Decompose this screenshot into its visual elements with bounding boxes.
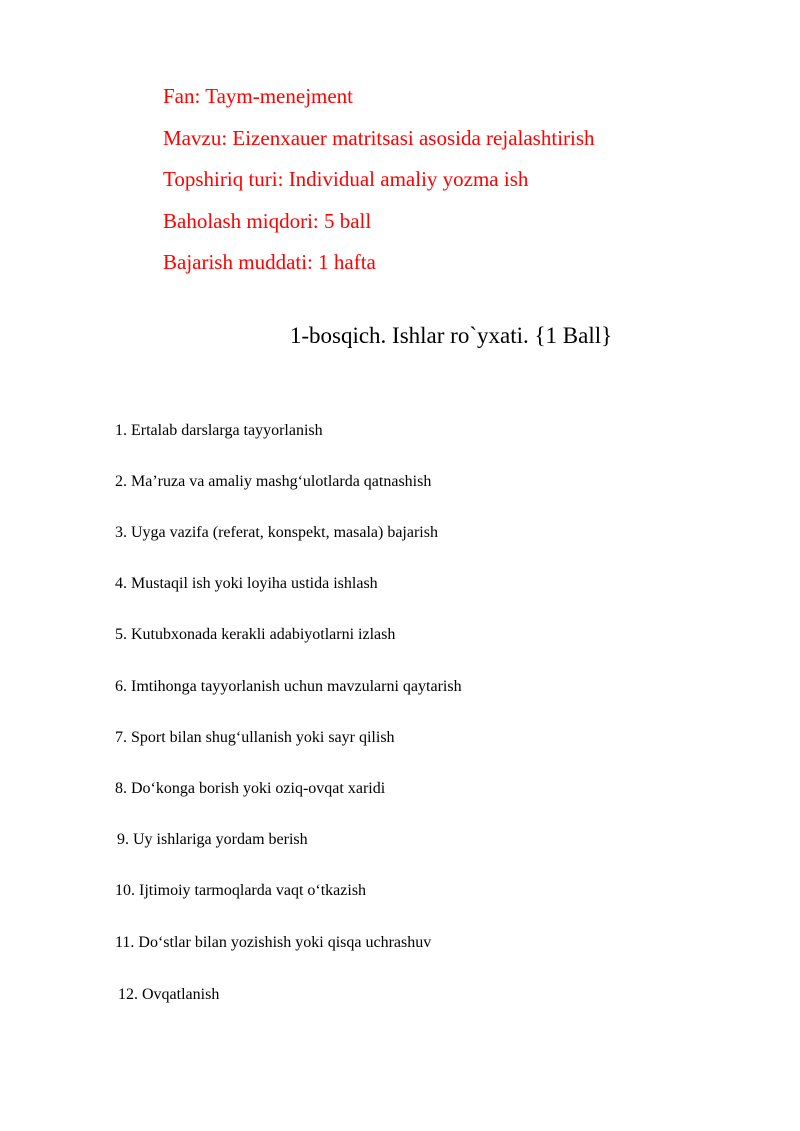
topic-line: Mavzu: Eizenxauer matritsasi asosida rejalashtirish	[163, 125, 595, 150]
task-item: 8. Do‘konga borish yoki oziq-ovqat xaridi	[115, 780, 386, 797]
section-title: 1-bosqich. Ishlar ro`yxati. {1 Ball}	[289, 323, 613, 348]
task-item: 3. Uyga vazifa (referat, konspekt, masala) bajarish	[115, 524, 438, 541]
task-item: 6. Imtihonga tayyorlanish uchun mavzularni qaytarish	[115, 678, 462, 695]
subject-line: Fan: Taym-menejment	[163, 84, 354, 108]
task-type-line: Topshiriq turi: Individual amaliy yozma ish	[163, 167, 529, 191]
assignment-header	[163, 76, 595, 284]
task-item: 11. Do‘stlar bilan yozishish yoki qisqa uchrashuv	[115, 934, 432, 951]
task-item: 4. Mustaqil ish yoki loyiha ustida ishlash	[115, 575, 378, 592]
task-item: 9. Uy ishlariga yordam berish	[117, 831, 308, 848]
task-item: 10. Ijtimoiy tarmoqlarda vaqt o‘tkazish	[115, 882, 367, 899]
score-line: Baholash miqdori: 5 ball	[163, 208, 372, 233]
task-item: 5. Kutubxonada kerakli adabiyotlarni izlash	[115, 626, 396, 643]
task-item: 12. Ovqatlanish	[118, 986, 220, 1003]
task-item: 1. Ertalab darslarga tayyorlanish	[115, 422, 323, 439]
deadline-line: Bajarish muddati: 1 hafta	[163, 250, 376, 274]
task-item: 2. Ma’ruza va amaliy mashg‘ulotlarda qatnashish	[115, 473, 432, 490]
task-item: 7. Sport bilan shug‘ullanish yoki sayr qilish	[115, 729, 395, 746]
